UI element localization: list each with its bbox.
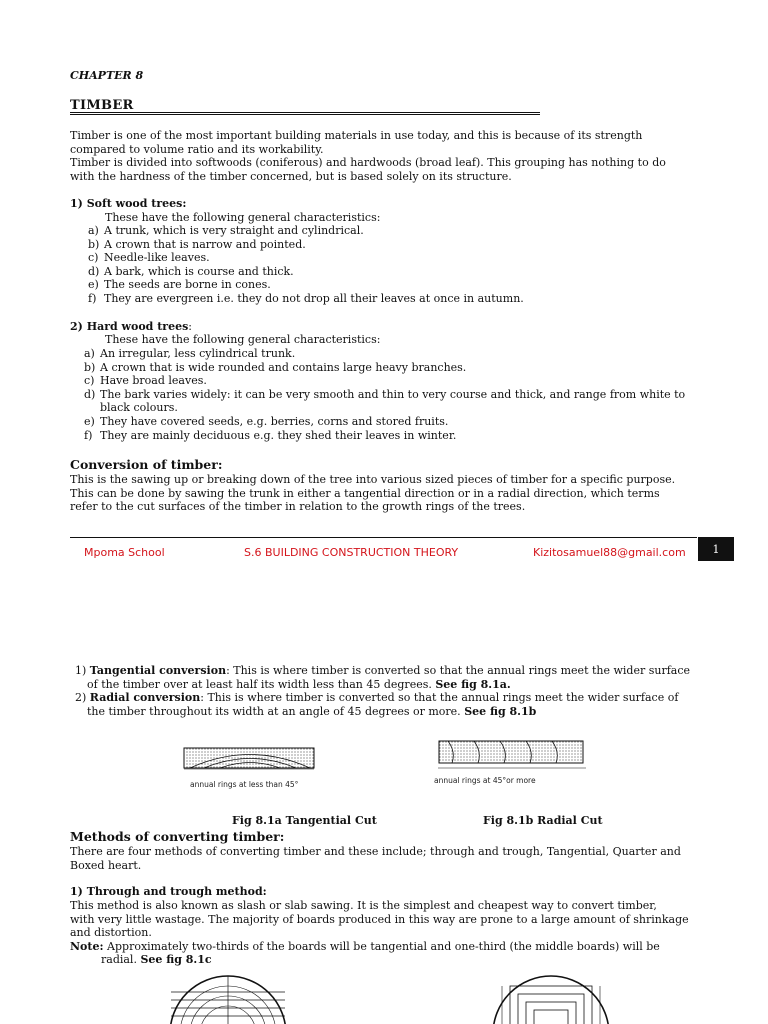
list-item: b) A crown that is wide rounded and contains large heavy branches. (84, 360, 467, 374)
list-item: f) They are mainly deciduous e.g. they shed their leaves in winter. (84, 428, 457, 442)
list-item: c) Needle-like leaves. (88, 251, 210, 265)
paragraph-line: with very little wastage. The majority of boards produced in this way are prone to a large amount of shrinkage (70, 912, 689, 926)
tangential-cut-figure (180, 745, 322, 775)
softwood-list (88, 224, 524, 306)
footer-rule (70, 537, 697, 538)
methods-paragraph (70, 845, 681, 872)
footer-course: S.6 BUILDING CONSTRUCTION THEORY (244, 546, 459, 559)
paragraph-line: refer to the cut surfaces of the timber in relation to the growth rings of the trees. (70, 500, 526, 514)
radial-cut-figure (436, 738, 588, 772)
footer-email: Kizitosamuel88@gmail.com (533, 546, 686, 559)
paragraph-line: This method is also known as slash or slab sawing. It is the simplest and cheapest way to convert timber, (70, 899, 657, 912)
page-title: TIMBER (70, 98, 134, 113)
log-section-boxed-figure (488, 972, 614, 1024)
fig-a-caption: Fig 8.1a Tangential Cut (232, 814, 377, 827)
footer-school: Mpoma School (84, 546, 165, 559)
paragraph-line: and distortion. (70, 926, 152, 940)
page-number: 1 (698, 537, 734, 561)
hardwood-heading: 2) Hard wood trees: (70, 320, 192, 333)
hardwood-lead: These have the following general characteristics: (105, 333, 381, 346)
list-item: a) An irregular, less cylindrical trunk. (84, 347, 296, 360)
list-item: b) A crown that is narrow and pointed. (88, 237, 306, 251)
paragraph-line: This can be done by sawing the trunk in either a tangential direction or in a radial direction, which terms (70, 486, 660, 500)
intro-line: Timber is one of the most important building materials in use today, and this is because of its strength (70, 129, 643, 142)
title-underline (70, 112, 540, 115)
paragraph-line: Boxed heart. (70, 858, 142, 872)
fig-b-caption: Fig 8.1b Radial Cut (483, 814, 603, 827)
hardwood-list (84, 347, 685, 442)
list-item: a) A trunk, which is very straight and cylindrical. (88, 224, 364, 237)
softwood-lead: These have the following general characteristics: (105, 211, 381, 224)
list-item: d) The bark varies widely: it can be very smooth and thin to very course and thick, and range from white to (84, 387, 686, 401)
note-line: Note: Approximately two-thirds of the boards will be tangential and one-third (the middle boards) will be (70, 939, 660, 953)
note-line: radial. See fig 8.1c (101, 953, 212, 967)
intro-line: with the hardness of the timber concerned, but is based solely on its structure. (70, 169, 512, 183)
paragraph-line: This is the sawing up or breaking down of the tree into various sized pieces of timber for a specific purpose. (70, 473, 676, 486)
tangential-item: 1) Tangential conversion: This is where timber is converted so that the annual rings meet the wider surface of the timber over at least half its width less than 45 degrees. See fig 8.1a. (75, 664, 691, 691)
conversion-heading: Conversion of timber: (70, 457, 223, 472)
intro-paragraph (70, 129, 666, 183)
through-trough-paragraph (70, 899, 689, 967)
log-section-through-trough-figure (165, 972, 291, 1024)
list-item: e) The seeds are borne in cones. (88, 278, 271, 292)
list-item: e) They have covered seeds, e.g. berries, corns and stored fruits. (84, 414, 449, 428)
chapter-label: CHAPTER 8 (70, 69, 144, 82)
intro-line: Timber is divided into softwoods (coniferous) and hardwoods (broad leaf). This grouping has nothing to do (70, 156, 666, 170)
through-trough-heading: 1) Through and trough method: (70, 885, 267, 898)
list-item: black colours. (100, 401, 178, 415)
fig-a-note: annual rings at less than 45° (190, 780, 299, 789)
paragraph-line: There are four methods of converting timber and these include; through and trough, Tangential, Quarter and (70, 845, 681, 858)
list-item: f) They are evergreen i.e. they do not drop all their leaves at once in autumn. (88, 291, 524, 305)
methods-heading: Methods of converting timber: (70, 829, 285, 844)
list-item: d) A bark, which is course and thick. (88, 264, 294, 278)
fig-b-note: annual rings at 45°or more (434, 776, 536, 785)
list-item: c) Have broad leaves. (84, 374, 207, 388)
conversion-paragraph (70, 473, 675, 514)
softwood-heading: 1) Soft wood trees: (70, 197, 187, 210)
intro-line: compared to volume ratio and its workability. (70, 142, 324, 156)
radial-item: 2) Radial conversion: This is where timber is converted so that the annual rings meet the wider surface of the timber throughout its width at an angle of 45 degrees or more. See fig 8.1b (75, 691, 679, 718)
